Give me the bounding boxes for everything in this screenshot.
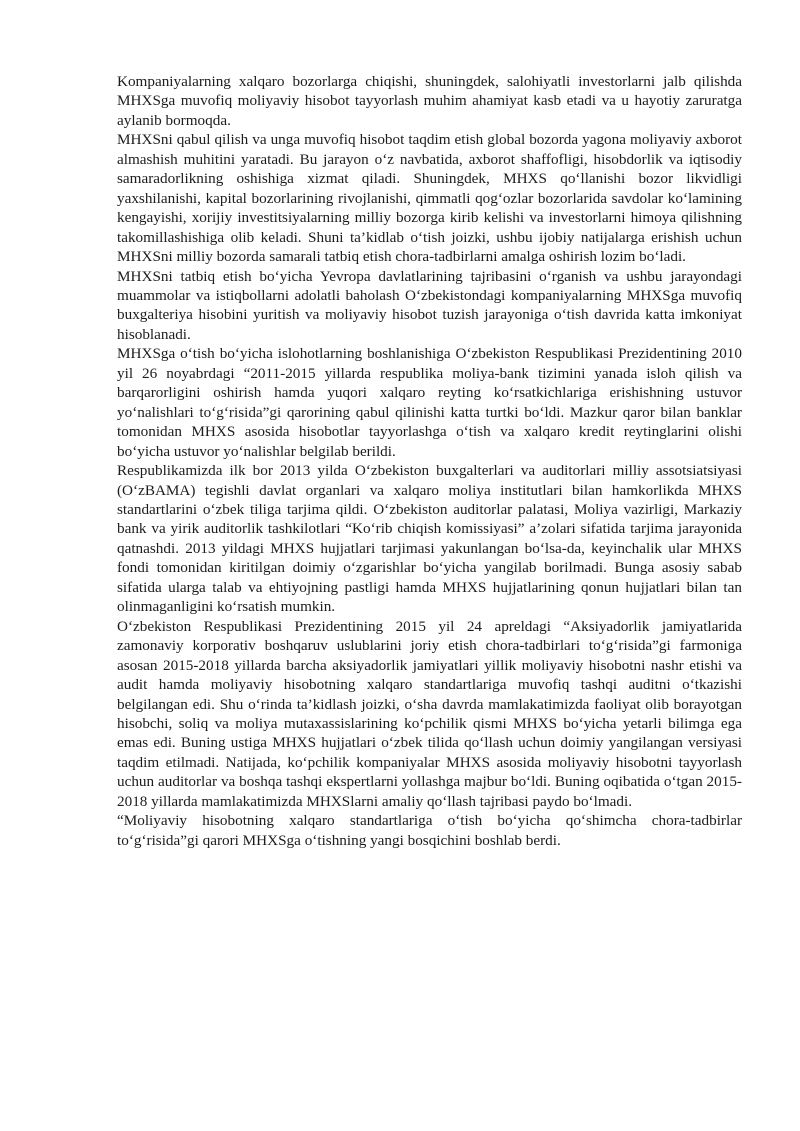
paragraph-2: MHXSni qabul qilish va unga muvofiq hisobot taqdim etish global bozorda yagona moliyaviy axborot almashish muhitini yaratadi. Bu jarayon o‘z navbatida, axborot shaffofligi, hisobdorlik va iqtisodiy samaradorlikning oshishiga xizmat qiladi. Shuningdek, MHXS qo‘llanishi bozor likvidligi yaxshilanishi, kapital bozorlarining rivojlanishi, qimmatli qog‘ozlar bozorlarida savdolar ko‘lamining kengayishi, xorijiy investitsiyalarning milliy bozorga kirib kelishi va investorlarni himoya qilishning takomillashishiga olib keladi. Shuni ta’kidlab o‘tish joizki, ushbu ijobiy natijalarga erishish uchun MHXSni milliy bozorda samarali tatbiq etish chora-tadbirlarni amalga oshirish lozim bo‘ladi. — [117, 131, 742, 266]
paragraph-4: MHXSga o‘tish bo‘yicha islohotlarning boshlanishiga O‘zbekiston Respublikasi Prezidentining 2010 yil 26 noyabrdagi “2011-2015 yillarda respublika moliya-bank tizimini yanada isloh qilish va barqarorligini oshirish hamda yuqori xalqaro reyting ko‘rsatkichlariga erishishning ustuvor yo‘nalishlari to‘g‘risida”gi qarorining qabul qilinishi katta turtki bo‘ldi. Mazkur qaror bilan banklar tomonidan MHXS asosida hisobotlar tayyorlashga o‘tish va xalqaro kredit reytinglarini olishi bo‘yicha ustuvor yo‘nalishlar belgilab berildi. — [117, 345, 742, 460]
paragraph-6: O‘zbekiston Respublikasi Prezidentining 2015 yil 24 apreldagi “Aksiyadorlik jamiyatlarida zamonaviy korporativ boshqaruv uslublarini joriy etish chora-tadbirlari to‘g‘risida”gi farmoniga asosan 2015-2018 yillarda barcha aksiyadorlik jamiyatlari yillik moliyaviy hisobotni nashr etishi va audit hamda moliyaviy hisobotning xalqaro standartlariga muvofiq tashqi auditni o‘tkazishi belgilangan edi. Shu o‘rinda ta’kidlash joizki, o‘sha davrda mamlakatimizda faoliyat olib borayotgan hisobchi, soliq va moliya mutaxassislarining ko‘pchilik qismi MHXS bo‘yicha yetarli bilimga ega emas edi. Buning ustiga MHXS hujjatlari o‘zbek tilida qo‘llash uchun doimiy yangilangan versiyasi taqdim etilmadi. Natijada, ko‘pchilik kompaniyalar MHXS asosida moliyaviy hisobotni tayyorlash uchun auditorlar va boshqa tashqi ekspertlarni yollashga majbur bo‘ldi. Buning oqibatida o‘tgan 2015-2018 yillarda mamlakatimizda MHXSlarni amaliy qo‘llash tajribasi paydo bo‘lmadi. — [117, 617, 742, 810]
paragraph-5: Respublikamizda ilk bor 2013 yilda O‘zbekiston buxgalterlari va auditorlari milliy assotsiatsiyasi (O‘zBAMA) tegishli davlat organlari va xalqaro moliya institutlari bilan hamkorlikda MHXS standartlarini o‘zbek tiliga tarjima qildi. O‘zbekiston auditorlar palatasi, Moliya vazirligi, Markaziy bank va yirik auditorlik tashkilotlari “Ko‘rib chiqish komissiyasi” a’zolari sifatida tarjima jarayonida qatnashdi. 2013 yildagi MHXS hujjatlari tarjimasi yakunlangan bo‘lsa-da, keyinchalik ular MHXS fondi tomonidan kiritilgan doimiy o‘zgarishlar bo‘yicha yangilab borilmadi. Bunga asosiy sabab sifatida ularga talab va ehtiyojning pastligi hamda MHXS hujjatlarining qonun hujjatlari bilan tan olinmaganligini ko‘rsatish mumkin. — [117, 462, 742, 616]
paragraph-1: Kompaniyalarning xalqaro bozorlarga chiqishi, shuningdek, salohiyatli investorlarni jalb qilishda MHXSga muvofiq moliyaviy hisobot tayyorlash muhim ahamiyat kasb etadi va u hayotiy zaruratga aylanib bormoqda. — [117, 73, 742, 129]
paragraph-3: MHXSni tatbiq etish bo‘yicha Yevropa davlatlarining tajribasini o‘rganish va ushbu jarayondagi muammolar va istiqbollarni adolatli baholash O‘zbekistondagi kompaniyalarning MHXSga muvofiq buxgalteriya hisobini yuritish va moliyaviy hisobot tuzish jarayoniga o‘tish davrida katta imkoniyat hisoblanadi. — [117, 267, 742, 343]
paragraph-7: “Moliyaviy hisobotning xalqaro standartlariga o‘tish bo‘yicha qo‘shimcha chora-tadbirlar to‘g‘risida”gi qarori MHXSga o‘tishning yangi bosqichini boshlab berdi. — [117, 812, 742, 849]
document-page — [117, 72, 742, 850]
